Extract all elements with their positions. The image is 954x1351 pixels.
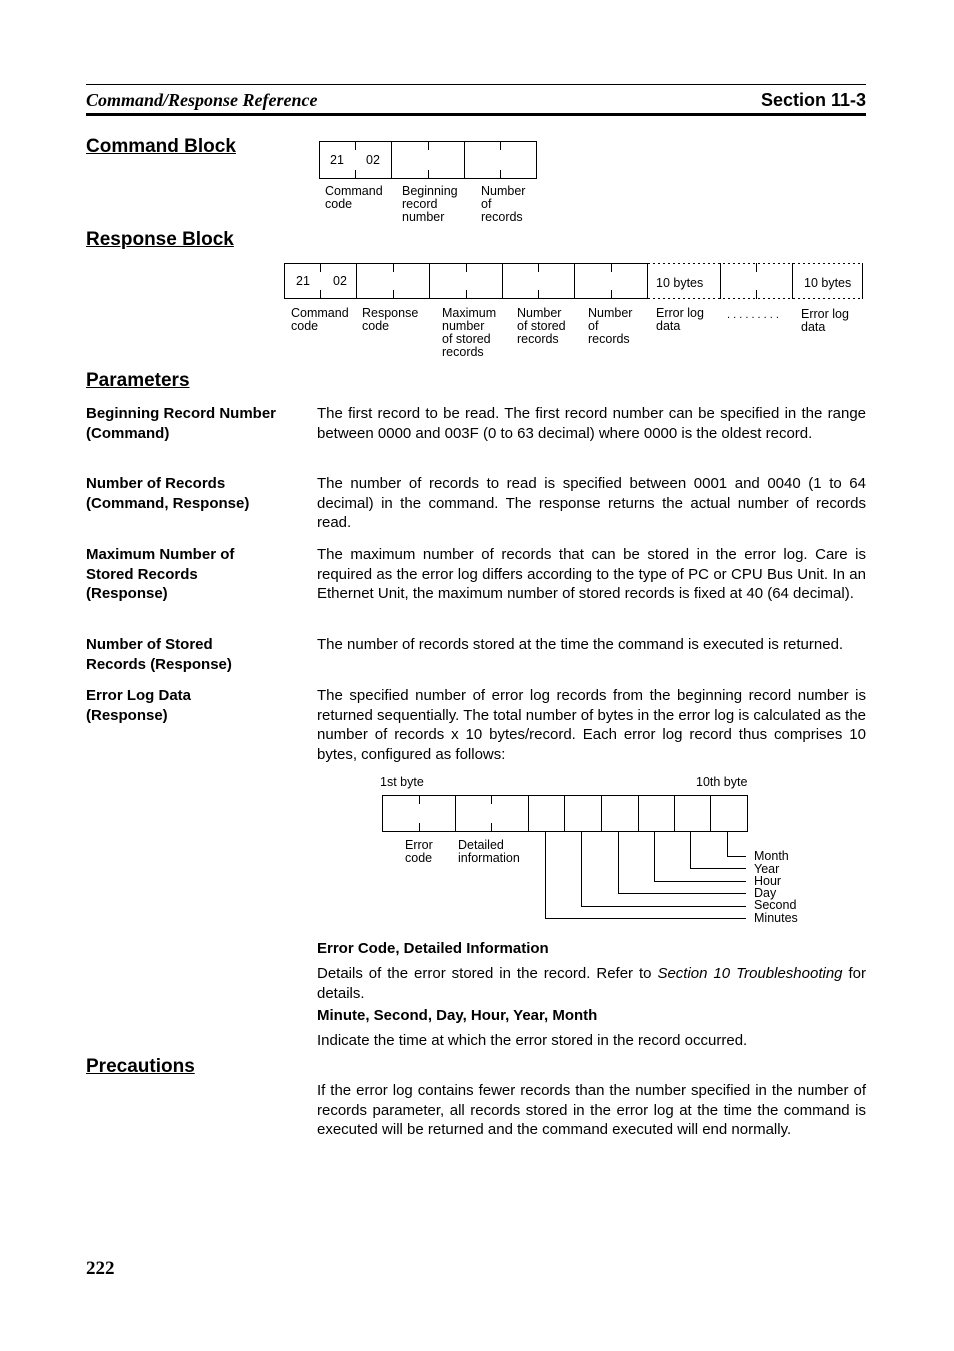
record-field-hour: Hour bbox=[754, 874, 782, 888]
resp-label-max-4: records bbox=[442, 345, 484, 359]
record-field-day: Day bbox=[754, 886, 777, 900]
resp-cell-02: 02 bbox=[333, 274, 347, 288]
resp-label-errlog1-2: data bbox=[656, 319, 681, 333]
resp-label-dots: . . . . . . . . . bbox=[727, 309, 779, 321]
resp-label-stored-3: records bbox=[517, 332, 559, 346]
cmd-label-command-code-1: Command bbox=[325, 184, 383, 198]
cmd-label-number-2: of bbox=[481, 197, 492, 211]
error-code-text-after: for details. bbox=[317, 965, 866, 1002]
resp-label-command-code-2: code bbox=[291, 319, 319, 333]
parameters-heading: Parameters bbox=[86, 370, 190, 391]
record-label-error-code-2: code bbox=[405, 851, 433, 865]
param-label-number-stored-records: Number of Stored Records (Response) bbox=[86, 636, 232, 673]
resp-label-errlog2-2: data bbox=[801, 320, 826, 334]
record-field-second: Second bbox=[754, 898, 797, 912]
resp-label-max-3: of stored bbox=[442, 332, 491, 346]
cmd-label-beginning-3: number bbox=[402, 210, 445, 224]
resp-label-errlog2-1: Error log bbox=[801, 307, 849, 321]
cmd-cell-21: 21 bbox=[330, 153, 344, 167]
resp-cell-10bytes-2: 10 bytes bbox=[804, 276, 852, 290]
cmd-label-beginning-2: record bbox=[402, 197, 438, 211]
param-text-beginning-record-number: The first record to be read. The first record number can be specified in the range between 0000 and 003F (0 to 63 decimal) where 0000 is the oldest record. bbox=[317, 405, 866, 442]
record-label-detailed-2: information bbox=[458, 851, 520, 865]
error-code-text bbox=[317, 964, 866, 1003]
resp-label-numrec-3: records bbox=[588, 332, 630, 346]
time-fields-text: Indicate the time at which the error stored in the record occurred. bbox=[317, 1032, 748, 1049]
resp-label-stored-1: Number bbox=[517, 306, 562, 320]
resp-cell-10bytes-1: 10 bytes bbox=[656, 276, 704, 290]
param-text-number-of-records: The number of records to read is specified between 0001 and 0040 (1 to 64 decimal) in the command. The response returns the actual number of records read. bbox=[317, 475, 866, 531]
cmd-label-number-1: Number bbox=[481, 184, 526, 198]
cmd-label-command-code-2: code bbox=[325, 197, 353, 211]
cmd-label-number-3: records bbox=[481, 210, 523, 224]
resp-label-response-code-2: code bbox=[362, 319, 390, 333]
response-block-heading: Response Block bbox=[86, 229, 234, 250]
precautions-text: If the error log contains fewer records than the number specified in the number of records parameter, all records stored in the error log at the time the command is executed will be returned and the command executed will end normally. bbox=[317, 1082, 866, 1138]
record-label-tenth-byte: 10th byte bbox=[696, 775, 748, 789]
resp-label-numrec-2: of bbox=[588, 319, 599, 333]
resp-label-command-code-1: Command bbox=[291, 306, 349, 320]
resp-label-errlog1-1: Error log bbox=[656, 306, 704, 320]
resp-label-max-1: Maximum bbox=[442, 306, 497, 320]
param-label-max-stored-records: Maximum Number of Stored Records (Response) bbox=[86, 546, 235, 602]
running-header-section: Section 11-3 bbox=[760, 90, 866, 110]
resp-label-response-code-1: Response bbox=[362, 306, 419, 320]
resp-cell-21: 21 bbox=[296, 274, 310, 288]
resp-label-max-2: number bbox=[442, 319, 485, 333]
param-label-error-log-data: Error Log Data (Response) bbox=[86, 687, 192, 724]
precautions-heading: Precautions bbox=[86, 1056, 195, 1077]
record-label-detailed-1: Detailed bbox=[458, 838, 504, 852]
running-header-title: Command/Response Reference bbox=[86, 90, 318, 110]
record-field-month: Month bbox=[754, 849, 789, 863]
command-block-heading: Command Block bbox=[86, 136, 236, 157]
troubleshooting-section-reference: Section 10 Troubleshooting bbox=[657, 965, 843, 982]
error-code-subheading: Error Code, Detailed Information bbox=[317, 940, 549, 957]
param-text-max-stored-records: The maximum number of records that can be stored in the error log. Care is required as the error log differs according to the type of PC or CPU Bus Unit. In an Ethernet Unit, the maximum number of stored records is fixed at 40 (64 decimal). bbox=[317, 546, 866, 602]
param-text-number-stored-records: The number of records stored at the time the command is executed is returned. bbox=[317, 636, 844, 653]
record-label-first-byte: 1st byte bbox=[380, 775, 424, 789]
record-field-minutes: Minutes bbox=[754, 911, 798, 925]
param-label-beginning-record-number: Beginning Record Number (Command) bbox=[86, 405, 277, 442]
record-field-year: Year bbox=[754, 862, 780, 876]
cmd-cell-02: 02 bbox=[366, 153, 380, 167]
param-label-number-of-records: Number of Records (Command, Response) bbox=[86, 475, 250, 512]
cmd-label-beginning-1: Beginning bbox=[402, 184, 458, 198]
error-code-text-before: Details of the error stored in the record. Refer to bbox=[317, 965, 658, 982]
page-number: 222 bbox=[86, 1258, 115, 1279]
time-fields-subheading: Minute, Second, Day, Hour, Year, Month bbox=[317, 1007, 598, 1024]
resp-label-numrec-1: Number bbox=[588, 306, 633, 320]
resp-label-stored-2: of stored bbox=[517, 319, 566, 333]
record-label-error-code-1: Error bbox=[405, 838, 433, 852]
param-text-error-log-data: The specified number of error log records from the beginning record number is returned sequentially. The total number of bytes in the error log is calculated as the number of records x 10 bytes/record. Each error log record thus comprises 10 bytes, configured as follows: bbox=[317, 687, 866, 763]
